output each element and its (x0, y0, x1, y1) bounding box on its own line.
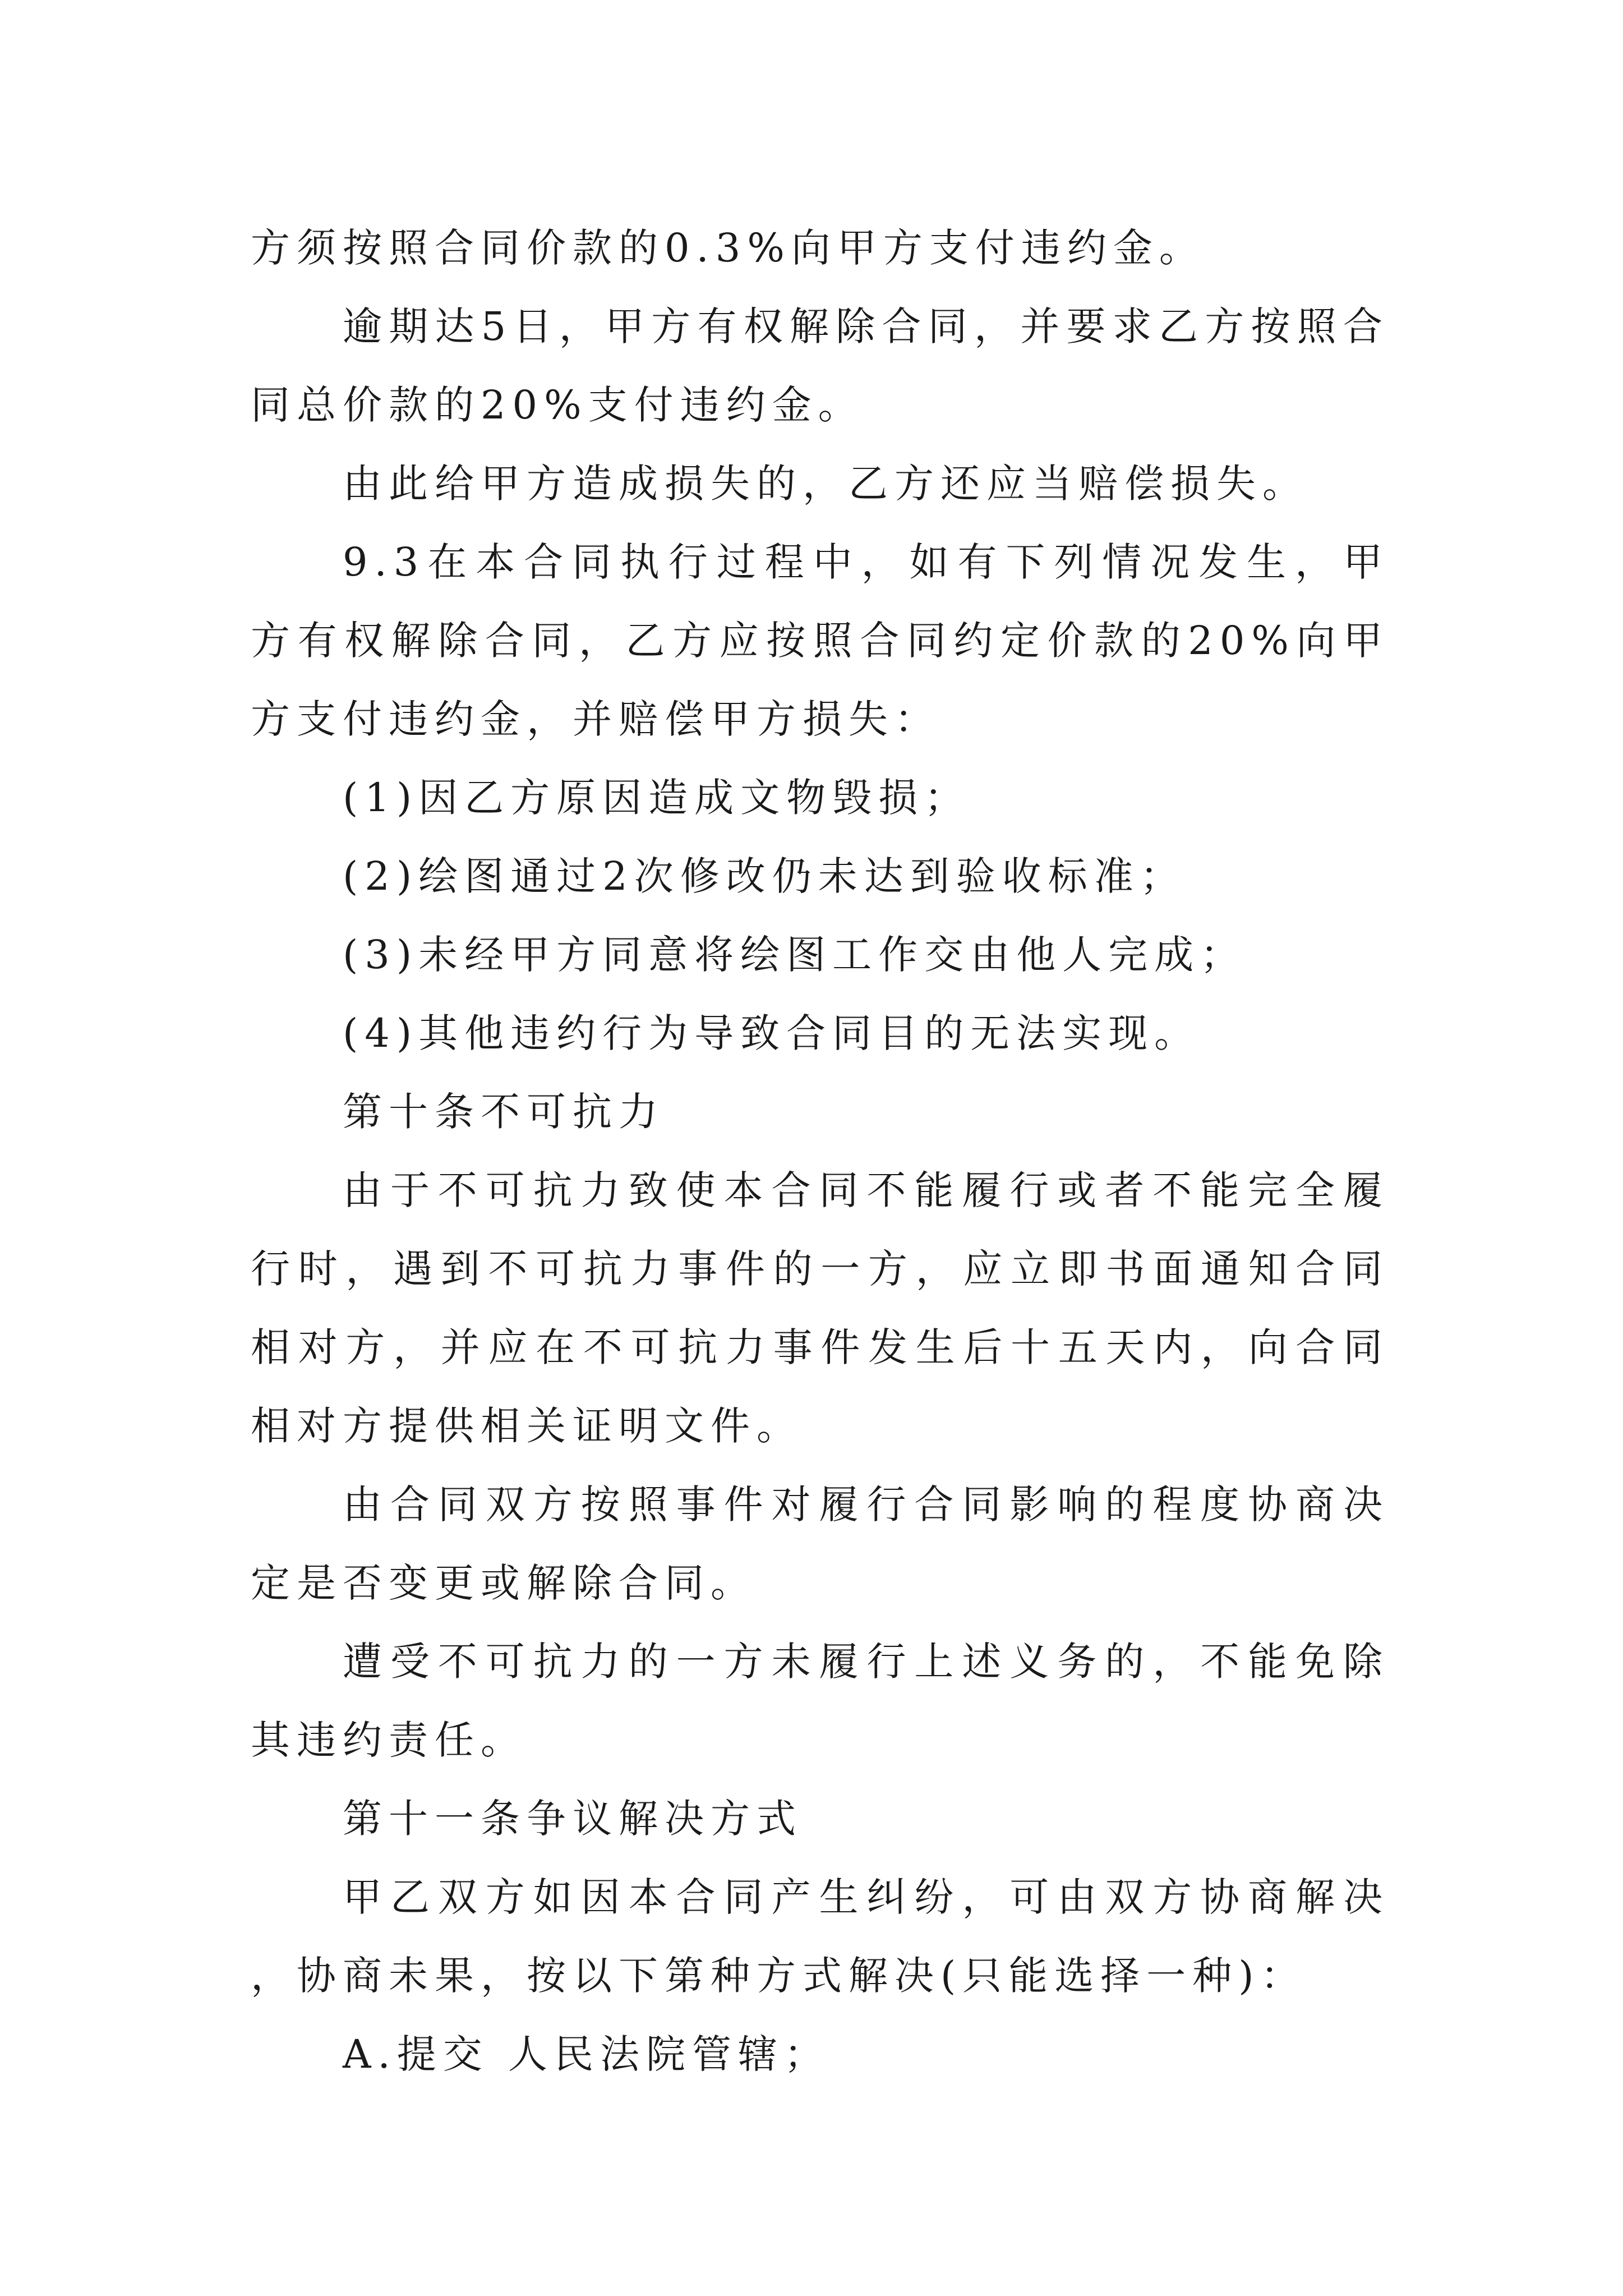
section-heading-dispute-resolution: 第十一条争议解决方式 (343, 1796, 803, 1842)
list-item-3: (3)未经甲方同意将绘图工作交由他人完成； (343, 932, 1247, 978)
paragraph-penalty-rate: 方须按照合同价款的0.3%向甲方支付违约金。 (251, 225, 1205, 271)
list-item-1: (1)因乙方原因造成文物毁损； (343, 775, 971, 821)
paragraph-dispute-negotiation: 甲乙双方如因本合同产生纠纷，可由双方协商解决，协商未果，按以下第种方式解决(只能选择一种)： (251, 1874, 1389, 1999)
paragraph-option-a: A.提交 人民法院管辖； (343, 2031, 831, 2077)
paragraph-force-majeure-negotiation: 由合同双方按照事件对履行合同影响的程度协商决定是否变更或解除合同。 (251, 1481, 1389, 1606)
list-item-2: (2)绘图通过2次修改仍未达到验收标准； (343, 853, 1186, 899)
paragraph-compensation: 由此给甲方造成损失的，乙方还应当赔偿损失。 (343, 461, 1308, 507)
paragraph-overdue-termination: 逾期达5日，甲方有权解除合同，并要求乙方按照合同总价款的20%支付违约金。 (251, 303, 1389, 428)
list-item-4: (4)其他违约行为导致合同目的无法实现。 (343, 1010, 1201, 1056)
section-heading-force-majeure: 第十条不可抗力 (343, 1089, 665, 1135)
paragraph-force-majeure-notice: 由于不可抗力致使本合同不能履行或者不能完全履行时，遇到不可抗力事件的一方，应立即书面通知合同相对方，并应在不可抗力事件发生后十五天内，向合同相对方提供相关证明文件。 (251, 1167, 1389, 1449)
contract-text-body (251, 209, 1389, 2093)
paragraph-clause-9-3: 9.3在本合同执行过程中，如有下列情况发生，甲方有权解除合同，乙方应按照合同约定价款的20%向甲方支付违约金，并赔偿甲方损失： (251, 539, 1389, 742)
paragraph-force-majeure-liability: 遭受不可抗力的一方未履行上述义务的，不能免除其违约责任。 (251, 1639, 1389, 1763)
